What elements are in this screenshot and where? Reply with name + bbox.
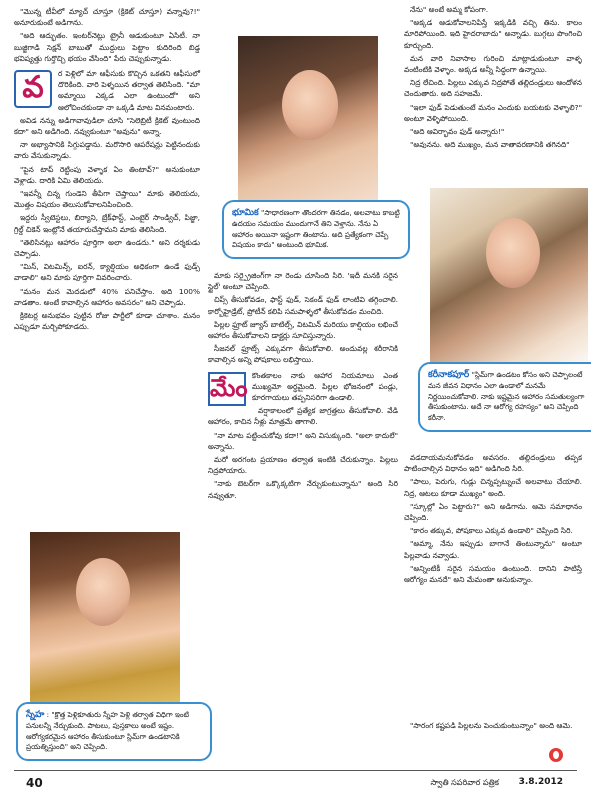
actress-photo-sneha <box>30 532 180 712</box>
paragraph: "అవునను. అది ముఖ్యం, మన వాతావరణానికి తగినది" <box>410 140 570 150</box>
page-footer <box>0 770 591 800</box>
photo-caption-bhumika <box>222 200 410 259</box>
paragraph: మన వారి నివాసాల గురించి మాట్లాడుకుంటూ వాళ్ళ వంటింటికి వెళ్ళాం. అక్కడ అన్నీ సిద్ధంగా ఉన్నాయి. <box>404 53 582 75</box>
face-shape <box>282 70 338 140</box>
magazine-logo-icon <box>549 748 563 762</box>
paragraph: పిల్లల ఫ్రూట్ జ్యూస్ బాటిల్స్, విటమిన్ మరియు కాల్షియం లభించే ఆహారం తీసుకోవాలని డాక్టర్లు సూచిస్తున్నారు. <box>208 319 398 341</box>
paragraph: నిద్ర లేచింది. పిల్లలు ఎక్కువ నిద్రపోతే తల్లిదండ్రులు ఆందోళన చెందుతారు. అది సహజమే. <box>404 78 582 99</box>
caption-text: : "క్రొత్త పెళ్లికూతురు స్నేహ పెళ్లి తర్వాత విధిగా ఇంటి పనులన్నీ నేర్చుకుంది. పాటలు, పుస్తకాలు అంటే ఇష్టం. ఆరోగ్యకరమైన ఆహారం తీసుకుంటూ స్లిమ్‌గా ఉండటానికి ప్రయత్నిస్తుంది" అని చెప్పింది. <box>26 710 190 752</box>
page-number: 40 <box>26 776 43 790</box>
paragraph: వర్షాకాలంలో ప్రత్యేక జాగ్రత్తలు తీసుకోవాలి. వేడి ఆహారం, కాచిన నీళ్లు మాత్రమే తాగాలి. <box>208 406 398 427</box>
drop-cap: వ <box>14 70 52 108</box>
paragraph: "అమ్మా, నేను ఇప్పుడు బాగానే తింటున్నాను" అంటూ పిల్లవాడు నవ్వాడు. <box>404 539 582 560</box>
paragraph: అవిడ నన్ను అడిగావావుడిలా చూసి "సెలెబ్రిటీ క్రికెట్ వుంటుంది కదా" అని అడిగింది. నవ్వుకుంటూ "అవును" అన్నా. <box>14 115 200 137</box>
paragraph: కొంతకాలం నాకు ఆహార నియమాలు ఎంత ముఖ్యమో అర్థమైంది. పిల్లల భోజనంలో పండ్లు, కూరగాయలు తప్పనిసరిగా ఉండాలి. <box>252 370 398 403</box>
paragraph: "సారంగ కష్టపడి పిల్లలను పెంచుకుంటున్నాం" అంది ఆమె. <box>410 721 573 730</box>
caption-text: "స్లిమ్‌గా ఉండటం కోసం అని చెప్పాలంటే మన జీవన విధానం ఎలా ఉండాలో మనమే నిర్ణయించుకోవాలి. నాకు ఇష్టమైన ఆహారం సమతుల్యంగా తీసుకుంటాను. అదే నా ఆరోగ్య రహస్యం" అని చెప్పింది కరీనా. <box>428 370 585 423</box>
paragraph: వడదాయమనుకోవడం అవసరం. తల్లిదండ్రులు తప్పక పాటించాల్సిన విధానం ఇది" అడిగింది సిరి. <box>404 453 582 474</box>
paragraph: "ఇలా ఫుడ్ పెడుతుంటే మనం ఎందుకు బయటకు వెళ్ళాలి?" అంటూ వెళ్ళిపోయింది. <box>404 102 582 123</box>
paragraph: నేను" అంటే అమ్మ కోపంగా. <box>410 5 489 14</box>
magazine-name: స్వాతి సపరివార పత్రిక <box>430 778 499 787</box>
actress-photo-bhumika <box>238 36 378 206</box>
article-column-2 <box>208 270 398 503</box>
paragraph: "పైన టాప్ రెట్టింపు వెళ్ళాక ఏం తింటావ్?" అనుకుంటూ వెళ్లాడు. దారికి ఏమి తెలియదు. <box>14 164 200 185</box>
paragraph: సీజనల్ ఫ్రూట్స్ ఎక్కువగా తీసుకోవాలి. అందువల్ల శరీరానికి కావాల్సిన అన్ని పోషకాలు లభిస్తాయి. <box>208 344 398 365</box>
paragraph: "స్కూల్లో ఏం పెట్టారు?" అని అడిగాను. ఆమె సమాధానం చెప్పింది. <box>404 501 582 523</box>
face-shape <box>486 218 540 288</box>
issue-date: 3.8.2012 <box>518 777 563 787</box>
photo-caption-sneha <box>16 702 212 761</box>
paragraph: "మిస్, విటమిన్స్, ఐరన్, క్యాల్షియం అధికంగా ఉండే ఫుడ్స్ వాడాలి" అని మాకు పూర్తిగా వివరించారు. <box>14 262 200 283</box>
caption-name: భూమిక <box>232 208 259 218</box>
actress-photo-kareena <box>430 188 588 374</box>
footer-rule <box>14 770 577 771</box>
paragraph: "అక్కడ ఆడుకోవాలనిపిస్తే ఇక్కడికి వచ్చి తిను. కాలం మారిపోయింది. ఇది హైదరాబాదు" అన్నాడు. బుగ్గలు పొంగించి కూర్చుంది. <box>404 18 582 50</box>
paragraph: "అది ఆద్భుతం. ఇంటర్‌నెట్లు ట్రైనీ ఆడుకుంటూ ఏసిటీ. నా బుజ్జిగాడి సెక్షన్ బాబుతో ముద్దులు పెట్టాం కుదిరింది బిడ్డ భవిష్యత్తు గుర్తొచ్చి భయం వేసింది" పేరు చెప్పుకున్నాడు. <box>14 31 200 63</box>
paragraph: "మొన్న టీవీలో మ్యాచ్ చూస్తూ (క్రికెట్ చూస్తూ) వన్నావు?!" అనూరుకుంటే అడిగాను. <box>14 7 200 28</box>
paragraph: చిప్స్ తీసుకోవడం, ఫాస్ట్ ఫుడ్, సెకండ్ ఫుడ్ లాంటివి తగ్గించాలి. కార్బోహైడ్రేట్, ప్రోటీన్ కలిపి సమపాళ్ళలో తీసుకోవడం మంచిది. <box>208 295 398 316</box>
paragraph: మాకు సర్ప్రైజింగ్‌గా నా రెండు చూసింది సిరి. 'ఇదీ మనకి సరైన స్టైల్' అంటూ చెప్పింది. <box>208 271 398 292</box>
face-shape <box>76 558 130 626</box>
paragraph: "నాకు బెటర్‌గా ఒక్కొక్కటిగా నేర్చుకుంటున్నాను" అంది సిరి నవ్వుతూ. <box>208 479 398 500</box>
paragraph: ఇద్దరు స్వీటెస్టలు, బిర్యాని, బ్రేక్‌ఫాస్ట్, ఎంటైర్ సాండ్విచ్, పిజ్జా, గ్రిల్డ్ చికెన్ ఇంట్లోనే తయారుచేస్తామని మాకు తెలిసింది. <box>14 213 200 234</box>
caption-name: స్నేహ <box>26 710 45 720</box>
drop-cap: మేం <box>208 372 246 406</box>
photo-caption-kareena <box>418 362 591 432</box>
paragraph: "ఇవన్నీ చిన్న గుండెని తీపిగా చెప్తాయి" మాకు తెలియదు, మొత్తం విషయం తెలుసుకోవాలనిపించింది. <box>14 189 200 210</box>
paragraph: "మనం మన మెదడులో 40% పనిచేస్తాం. అది 100% వాడతాం. అంటే కావాల్సిన ఆహారం అవసరం" అని చెప్పాడు. <box>14 286 200 307</box>
caption-text: "సాధారణంగా తొందరగా తినడం, అలవాటు కాబట్టి ఉదయం సమయం ముందుగానే తిని వెళ్తాను. నేను ఏ ఆహారం అయినా ఇష్టంగా తింటాను. అది ప్రత్యేకంగా చెప్పే విషయం కాదు" అంటుంది భూమిక. <box>232 208 400 250</box>
article-column-3 <box>404 4 582 184</box>
paragraph: "పాలు, పెరుగు, గుడ్లు చిన్నప్పట్నుంచే అలవాటు చేయాలి. నిద్ర, ఆటలు కూడా ముఖ్యం" అంది. <box>404 477 582 498</box>
paragraph: "అన్నింటికీ సరైన సమయం ఉంటుంది. దానిని పాటిస్తే ఆరోగ్యం మనదే" అని మేమంతా అనుకున్నాం. <box>404 563 582 585</box>
article-column-1 <box>14 6 200 334</box>
paragraph: "అది ఆవిర్భావం ఫుడ్ అన్నారు!" <box>410 127 505 137</box>
article-column-3-continued <box>404 452 582 690</box>
paragraph: ర పెళ్లిలో మా ఆఫీసుకు కొచ్చిన ఒకతని ఆఫీసులో దొరికింది. వారి పెళ్ళయిన తర్వాత తెలిసింది. "మా అమ్మాయి ఎక్కడ ఎలా ఉంటుందో" అని ఆలోచించకుండా నా ఒక్కడి మాట వినమంటారు. <box>58 69 200 112</box>
paragraph: నా అభ్యాసానికి సిగ్గుపడ్డాను. మరొసారి ఆపరేషన్లు పెట్టినందుకు వారు వేసుకున్నాడు. <box>14 140 200 161</box>
paragraph: "నా మాట పట్టించుకోవు కదా!" అని విసుక్కుంది. "అలా కాదులే" అన్నాను. <box>208 430 398 451</box>
caption-name: కరీనాకపూర్ <box>428 370 470 380</box>
paragraph: "తెలిసినట్లు ఆహారం పూర్తిగా అలా ఉండదు." అని దర్శకుడు చెప్పాడు. <box>14 237 200 259</box>
paragraph: మరో అరగంట ప్రయాణం తర్వాత ఇంటికి చేరుకున్నాం. పిల్లలు నిద్రపోయారు. <box>208 455 398 476</box>
paragraph: క్రికెటర్ల అనుభవం పుట్టిన రోజు పార్టీలో కూడా చూశాం. మనం ఎప్పుడూ మర్చిపోకూడదు. <box>14 311 200 332</box>
paragraph: "కారం తక్కువ, పోషకాలు ఎక్కువ ఉండాలి" చెప్పింది సిరి. <box>410 526 573 536</box>
